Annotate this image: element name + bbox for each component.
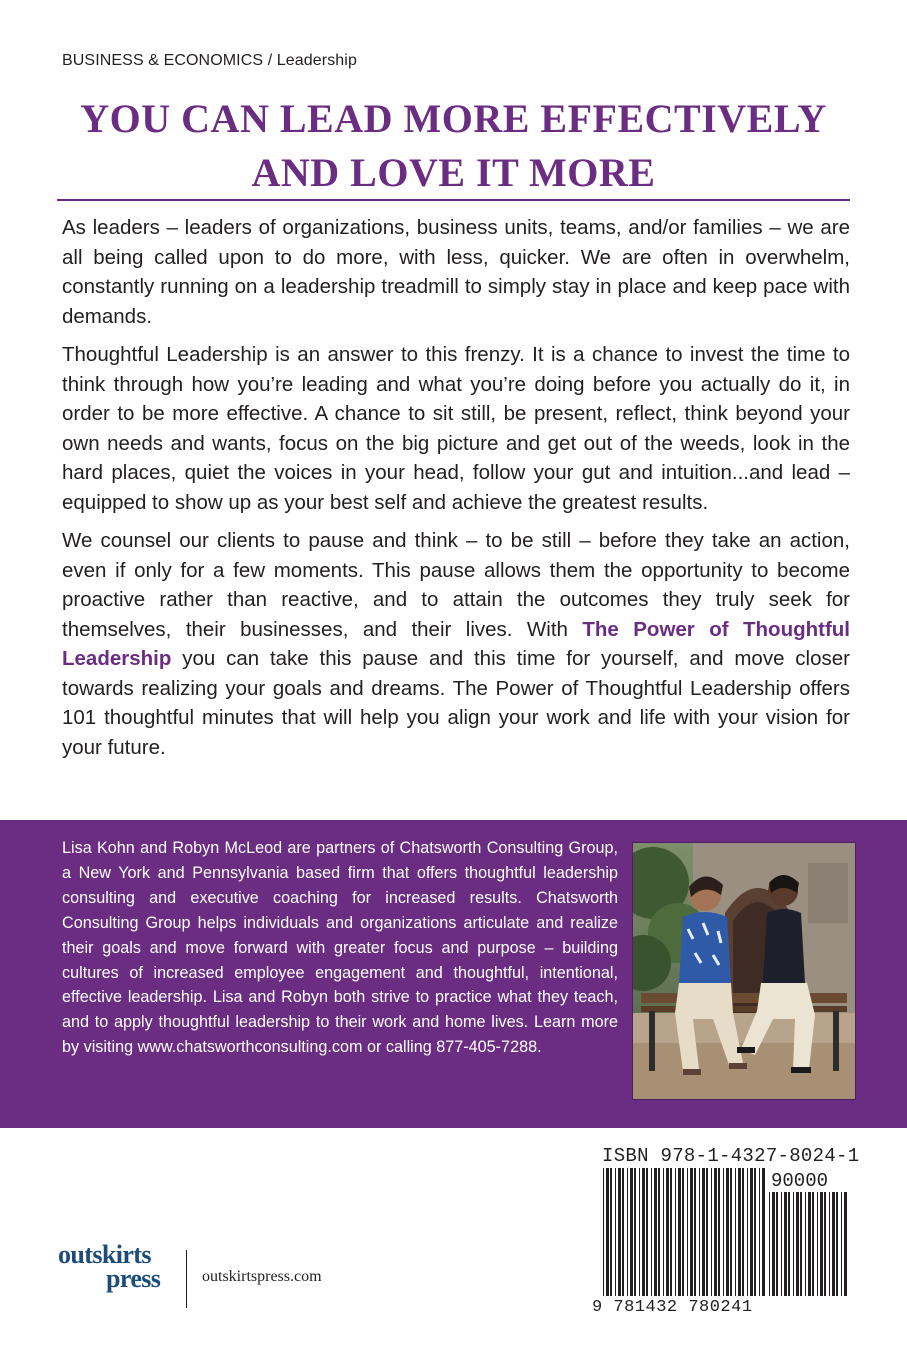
- barcode-bar: [800, 1192, 802, 1296]
- barcode-bar: [832, 1192, 835, 1296]
- isbn-label: ISBN 978-1-4327-8024-1: [602, 1145, 860, 1167]
- barcode-bar: [841, 1192, 842, 1296]
- barcode-bar: [610, 1168, 612, 1296]
- barcode-bar: [808, 1192, 811, 1296]
- barcode-bar: [718, 1168, 720, 1296]
- barcode-bar: [805, 1192, 806, 1296]
- barcode-bar: [754, 1168, 756, 1296]
- paragraph-3-end: you can take this pause and this time for yourself, and move closer towards realizing your goals and dreams. The Power of Thoughtful Leadership offers 101 thoughtful minutes that will help you align your work and life with your vision for your future.: [62, 647, 850, 759]
- barcode-bar: [742, 1168, 744, 1296]
- publisher-divider: [186, 1250, 187, 1308]
- barcode-bar: [735, 1168, 736, 1296]
- price-code: 90000: [771, 1170, 829, 1192]
- barcode-bar: [627, 1168, 628, 1296]
- barcode-bar: [690, 1168, 693, 1296]
- barcode-bar: [646, 1168, 648, 1296]
- barcode-bar: [687, 1168, 688, 1296]
- barcode-bar: [622, 1168, 624, 1296]
- barcode-bar: [702, 1168, 705, 1296]
- headline: [40, 92, 867, 200]
- barcode-bar: [730, 1168, 732, 1296]
- barcode-bar: [694, 1168, 696, 1296]
- book-title: The Power of Thoughtful Leadership: [62, 617, 851, 670]
- barcode-bar: [824, 1192, 826, 1296]
- barcode-bar: [762, 1168, 765, 1296]
- barcode-bar: [747, 1168, 748, 1296]
- headline-line-2: AND LOVE IT MORE: [251, 150, 656, 195]
- publisher-logo-bottom: press: [106, 1264, 161, 1293]
- barcode-bar: [663, 1168, 664, 1296]
- headline-line-1: YOU CAN LEAD MORE EFFECTIVELY: [80, 96, 827, 141]
- barcode-bar: [615, 1168, 616, 1296]
- barcode-bar: [658, 1168, 660, 1296]
- barcode-bar: [666, 1168, 669, 1296]
- barcode-bar: [781, 1192, 782, 1296]
- barcode-bar: [812, 1192, 814, 1296]
- barcode-bar: [793, 1192, 794, 1296]
- barcode-bar: [630, 1168, 633, 1296]
- headline-divider: [57, 199, 850, 201]
- publisher-url: outskirtspress.com: [202, 1268, 322, 1285]
- barcode-bar: [634, 1168, 636, 1296]
- barcode-digits: 9 781432 780241: [592, 1298, 753, 1317]
- publisher-logo: [58, 1240, 178, 1320]
- barcode-bar: [738, 1168, 741, 1296]
- author-bio: Lisa Kohn and Robyn McLeod are partners of Chatsworth Consulting Group, a New York and Pennsylvania based firm that offers thoughtful leadership consulting and executive coaching for increased results. Chatsworth Consulting Group helps individuals and organizations articulate and realize their goals and move forward with greater focus and purpose – building cultures of increased employee engagement and thoughtful, intentional, effective leadership. Lisa and Robyn both strive to practice what they teach, and to apply thoughtful leadership to their work and home lives. Learn more by visiting www.chatsworthconsulting.com or calling 877-405-7288.: [62, 839, 618, 1057]
- barcode-bar: [670, 1168, 672, 1296]
- barcode-bar: [776, 1192, 778, 1296]
- barcode-bar: [726, 1168, 729, 1296]
- barcode-bar: [714, 1168, 717, 1296]
- barcode-bar: [836, 1192, 838, 1296]
- barcode-bar: [844, 1192, 847, 1296]
- barcode-bar: [788, 1192, 790, 1296]
- barcode-bar: [829, 1192, 830, 1296]
- barcode-bar: [642, 1168, 645, 1296]
- price-barcode: [769, 1192, 849, 1296]
- barcode-bar: [750, 1168, 753, 1296]
- barcode-bar: [654, 1168, 657, 1296]
- barcode-bar: [723, 1168, 724, 1296]
- barcode-bar: [796, 1192, 799, 1296]
- description-paragraph-3: [62, 526, 850, 762]
- description: [62, 213, 850, 771]
- barcode-bar: [651, 1168, 652, 1296]
- barcode-bar: [769, 1192, 770, 1296]
- barcode-bar: [618, 1168, 621, 1296]
- barcode-bar: [706, 1168, 708, 1296]
- description-paragraph-2: Thoughtful Leadership is an answer to this frenzy. It is a chance to invest the time to think through how you’re leading and what you’re doing before you actually do it, in order to be more effective. A chance to sit still, be present, reflect, think beyond your own needs and wants, focus on the big picture and get out of the weeds, look in the hard places, quiet the voices in your head, follow your gut and intuition...and lead – equipped to show up as your best self and achieve the greatest results.: [62, 343, 850, 514]
- barcode-bar: [678, 1168, 681, 1296]
- barcode-bar: [639, 1168, 640, 1296]
- paragraph-3-start: We counsel our clients to pause and think – to be still – before they take an action, even if only for a few moments. This pause allows them the opportunity to become proactive rather than reactive, and to attain the outcomes they truly seek for themselves, their businesses, and their lives. With: [62, 529, 850, 641]
- barcode-bar: [606, 1168, 609, 1296]
- barcode-bar: [784, 1192, 787, 1296]
- barcode-bar: [820, 1192, 823, 1296]
- barcode-bar: [772, 1192, 775, 1296]
- author-photo: [632, 842, 856, 1100]
- barcode-bar: [675, 1168, 676, 1296]
- barcode-bar: [817, 1192, 818, 1296]
- description-paragraph-1: As leaders – leaders of organizations, business units, teams, and/or families – we are all being called upon to do more, with less, quicker. We are often in overwhelm, constantly running on a leadership treadmill to simply stay in place and keep pace with demands.: [62, 216, 850, 328]
- barcode-bar: [759, 1168, 760, 1296]
- category-label: BUSINESS & ECONOMICS / Leadership: [62, 52, 357, 69]
- barcode-bar: [682, 1168, 684, 1296]
- barcode-bar: [711, 1168, 712, 1296]
- isbn-barcode: [603, 1168, 765, 1296]
- publisher-logo-top: outskirts: [58, 1240, 151, 1269]
- barcode-bar: [603, 1168, 604, 1296]
- barcode-bar: [699, 1168, 700, 1296]
